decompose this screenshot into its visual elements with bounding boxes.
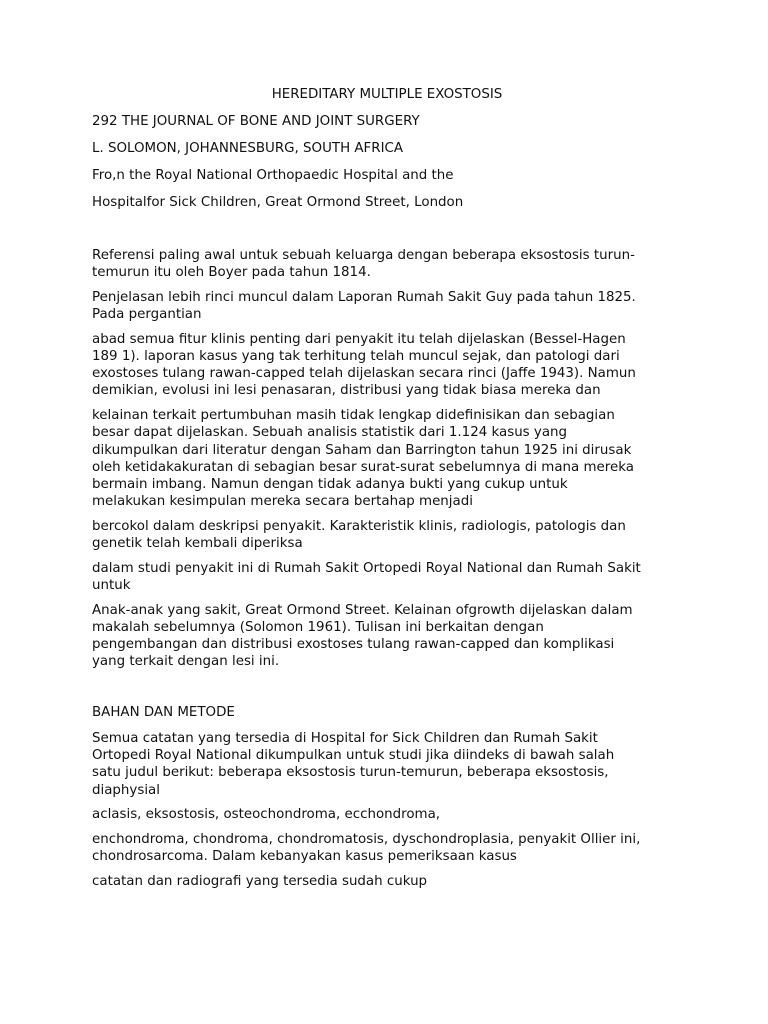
text-line: bercokol dalam deskripsi penyakit. Karakteristik klinis, radiologis, patologis dan bbox=[92, 518, 626, 534]
text-line: genetik telah kembali diperiksa bbox=[92, 536, 303, 552]
text-line: abad semua fitur klinis penting dari penyakit itu telah dijelaskan (Bessel-Hagen bbox=[92, 331, 626, 347]
author-line: L. SOLOMON, JOHANNESBURG, SOUTH AFRICA bbox=[92, 141, 404, 156]
intro-paragraph bbox=[92, 289, 682, 323]
text-line: diaphysial bbox=[92, 782, 160, 798]
text-line: melakukan kesimpulan mereka secara bertahap menjadi bbox=[92, 494, 473, 510]
text-line: demikian, evolusi ini lesi penasaran, distribusi yang tidak biasa mereka dan bbox=[92, 383, 601, 399]
methods-paragraph bbox=[92, 806, 682, 823]
intro-paragraph bbox=[92, 602, 682, 671]
affiliation-line-2: Hospitalfor Sick Children, Great Ormond Street, London bbox=[92, 195, 464, 210]
intro-paragraph bbox=[92, 560, 682, 594]
text-line: untuk bbox=[92, 577, 131, 593]
document-body bbox=[92, 86, 682, 898]
intro-paragraph bbox=[92, 407, 682, 510]
section-heading: BAHAN DAN METODE bbox=[92, 704, 235, 720]
methods-paragraph bbox=[92, 831, 682, 865]
text-line: satu judul berikut: beberapa eksostosis turun-temurun, beberapa eksostosis, bbox=[92, 765, 609, 781]
affiliation-line-1: Fro,n the Royal National Orthopaedic Hospital and the bbox=[92, 168, 454, 183]
text-line: Referensi paling awal untuk sebuah keluarga dengan beberapa eksostosis turun- bbox=[92, 248, 635, 263]
text-line: makalah sebelumnya (Solomon 1961). Tulisan ini berkaitan dengan bbox=[92, 619, 544, 635]
text-line: Penjelasan lebih rinci muncul dalam Laporan Rumah Sakit Guy pada tahun 1825. bbox=[92, 289, 636, 305]
intro-paragraph bbox=[92, 518, 682, 552]
blank-gap bbox=[92, 678, 682, 704]
document-title: HEREDITARY MULTIPLE EXOSTOSIS bbox=[271, 87, 503, 102]
text-line: chondrosarcoma. Dalam kebanyakan kasus pemeriksaan kasus bbox=[92, 849, 517, 865]
text-line: dikumpulkan dari literatur dengan Saham dan Barrington tahun 1925 ini dirusak bbox=[92, 442, 632, 458]
text-line: Pada pergantian bbox=[92, 307, 202, 323]
text-line: enchondroma, chondroma, chondromatosis, dyschondroplasia, penyakit Ollier ini, bbox=[92, 831, 641, 847]
blank-gap bbox=[92, 221, 682, 247]
methods-paragraph bbox=[92, 730, 682, 799]
journal-line: 292 THE JOURNAL OF BONE AND JOINT SURGERY bbox=[92, 114, 420, 129]
text-line: catatan dan radiografi yang tersedia sudah cukup bbox=[92, 873, 428, 889]
text-line: pengembangan dan distribusi exostoses tulang rawan-capped dan komplikasi bbox=[92, 637, 615, 653]
text-line: 189 1). laporan kasus yang tak terhitung telah muncul sejak, dan patologi dari bbox=[92, 349, 620, 365]
text-line: Anak-anak yang sakit, Great Ormond Street. Kelainan ofgrowth dijelaskan dalam bbox=[92, 602, 633, 618]
text-line: kelainan terkait pertumbuhan masih tidak lengkap didefinisikan dan sebagian bbox=[92, 408, 615, 424]
text-line: dalam studi penyakit ini di Rumah Sakit Ortopedi Royal National dan Rumah Sakit bbox=[92, 560, 641, 576]
text-line: temurun itu oleh Boyer pada tahun 1814. bbox=[92, 265, 371, 281]
text-line: Ortopedi Royal National dikumpulkan untuk studi jika diindeks di bawah salah bbox=[92, 748, 615, 764]
methods-paragraph bbox=[92, 873, 682, 890]
text-line: bermain imbang. Namun dengan tidak adanya bukti yang cukup untuk bbox=[92, 476, 568, 492]
text-line: besar dapat dijelaskan. Sebuah analisis statistik dari 1.124 kasus yang bbox=[92, 425, 568, 441]
text-line: oleh ketidakakuratan di sebagian besar surat-surat sebelumnya di mana mereka bbox=[92, 459, 634, 475]
text-line: yang terkait dengan lesi ini. bbox=[92, 654, 280, 670]
intro-paragraph bbox=[92, 331, 682, 400]
text-line: exostoses tulang rawan-capped telah dijelaskan secara rinci (Jaffe 1943). Namun bbox=[92, 366, 636, 382]
text-line: Semua catatan yang tersedia di Hospital for Sick Children dan Rumah Sakit bbox=[92, 730, 598, 746]
text-line: aclasis, eksostosis, osteochondroma, ecchondroma, bbox=[92, 807, 441, 823]
intro-paragraph bbox=[92, 247, 682, 281]
